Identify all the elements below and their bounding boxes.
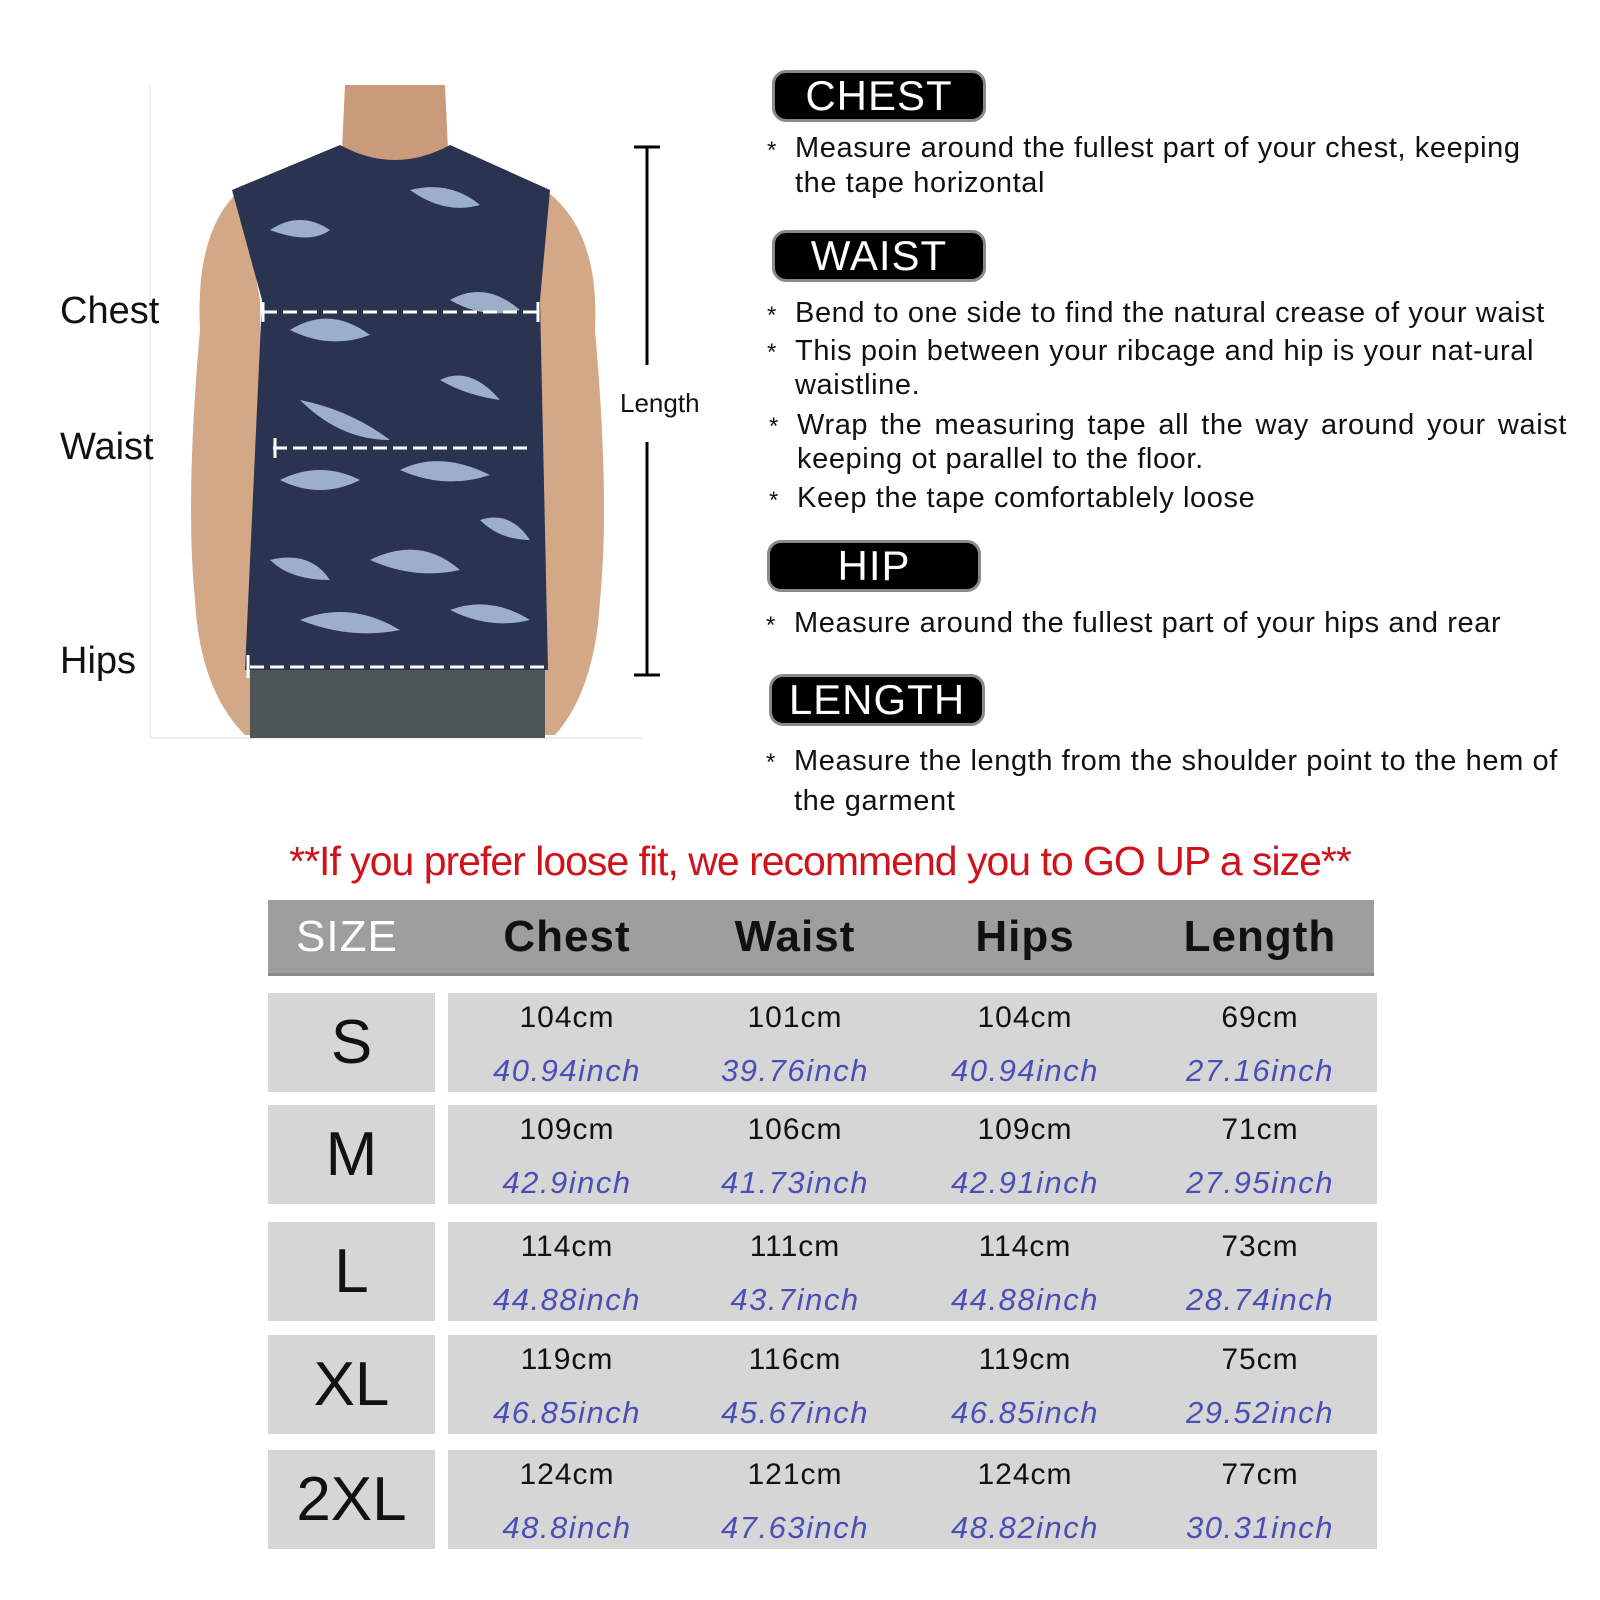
cm-value: 109cm (519, 1113, 615, 1146)
table-cell (457, 1450, 677, 1549)
bullet-text: This poin between your ribcage and hip is your nat-ural waistline. (795, 335, 1535, 401)
table-row (448, 1335, 1377, 1434)
size-cell: M (268, 1105, 435, 1204)
inch-value: 48.82inch (951, 1510, 1099, 1545)
cm-value: 69cm (1221, 1001, 1299, 1034)
inch-value: 40.94inch (951, 1053, 1099, 1088)
table-cell (685, 1105, 905, 1204)
waist-label: Waist (60, 426, 154, 468)
table-row (448, 1105, 1377, 1204)
inch-value: 42.91inch (951, 1165, 1099, 1200)
table-cell (457, 1105, 677, 1204)
table-cell (915, 1335, 1135, 1434)
table-cell (1150, 1105, 1370, 1204)
cm-value: 104cm (977, 1001, 1073, 1034)
inch-value: 39.76inch (721, 1053, 869, 1088)
table-cell (915, 1105, 1135, 1204)
inch-value: 46.85inch (951, 1395, 1099, 1430)
cm-value: 114cm (978, 1230, 1072, 1263)
table-cell (685, 1450, 905, 1549)
table-header (268, 900, 1374, 976)
bullet-text: Wrap the measuring tape all the way around your waist keeping ot parallel to the floor. (797, 409, 1567, 475)
table-row (448, 993, 1377, 1092)
cm-value: 101cm (747, 1001, 843, 1034)
inch-value: 27.95inch (1186, 1165, 1334, 1200)
cm-value: 124cm (519, 1458, 615, 1491)
header-hips: Hips (975, 912, 1075, 961)
cm-value: 71cm (1221, 1113, 1299, 1146)
waist-bullet: * Keep the tape comfortablely loose (769, 482, 1256, 514)
bullet-text: Bend to one side to find the natural crease of your waist (795, 297, 1545, 329)
table-cell (685, 1335, 905, 1434)
table-cell (1150, 1335, 1370, 1434)
table-cell (457, 1222, 677, 1321)
table-row (448, 1222, 1377, 1321)
header-chest: Chest (503, 912, 631, 961)
length-heading: LENGTH (769, 674, 985, 726)
table-cell (915, 1222, 1135, 1321)
cm-value: 104cm (519, 1001, 615, 1034)
table-cell (1150, 1450, 1370, 1549)
inch-value: 28.74inch (1186, 1282, 1334, 1317)
header-length: Length (1183, 912, 1337, 961)
inch-value: 27.16inch (1186, 1053, 1334, 1088)
table-cell (915, 1450, 1135, 1549)
chest-label: Chest (60, 290, 160, 332)
header-size: SIZE (296, 912, 398, 961)
inch-value: 46.85inch (493, 1395, 641, 1430)
chest-bullet: * Measure around the fullest part of your chest, keeping the tape horizontal (767, 132, 1521, 199)
waist-bullet: * Wrap the measuring tape all the way around your waist keeping ot parallel to the floor. (769, 409, 1567, 475)
cm-value: 106cm (747, 1113, 843, 1146)
cm-value: 116cm (748, 1343, 842, 1376)
table-row (448, 1450, 1377, 1549)
length-bullet: * Measure the length from the shoulder point to the hem of the garment (766, 745, 1558, 817)
waist-heading: WAIST (772, 230, 986, 282)
hip-bullet: * Measure around the fullest part of your hips and rear (766, 607, 1502, 639)
length-label: Length (620, 388, 700, 418)
cm-value: 121cm (747, 1458, 843, 1491)
cm-value: 119cm (520, 1343, 614, 1376)
waist-bullet: * This poin between your ribcage and hip is your nat-ural waistline. (767, 335, 1535, 401)
cm-value: 77cm (1221, 1458, 1299, 1491)
bullet-text: Measure around the fullest part of your hips and rear (794, 607, 1502, 639)
cm-value: 73cm (1221, 1230, 1299, 1263)
table-cell (915, 993, 1135, 1092)
waist-bullet: * Bend to one side to find the natural crease of your waist (767, 297, 1545, 329)
inch-value: 30.31inch (1186, 1510, 1334, 1545)
hips-label: Hips (60, 640, 137, 682)
inch-value: 41.73inch (721, 1165, 869, 1200)
inch-value: 45.67inch (721, 1395, 869, 1430)
bullet-text: Measure the length from the shoulder point to the hem of the garment (794, 745, 1558, 817)
inch-value: 40.94inch (493, 1053, 641, 1088)
inch-value: 44.88inch (951, 1282, 1099, 1317)
cm-value: 114cm (520, 1230, 614, 1263)
table-cell (457, 993, 677, 1092)
table-cell (1150, 993, 1370, 1092)
cm-value: 109cm (977, 1113, 1073, 1146)
table-cell (457, 1335, 677, 1434)
inch-value: 48.8inch (502, 1510, 632, 1545)
hip-heading: HIP (767, 540, 981, 592)
cm-value: 119cm (978, 1343, 1072, 1376)
cm-value: 75cm (1221, 1343, 1299, 1376)
inch-value: 47.63inch (721, 1510, 869, 1545)
table-cell (685, 1222, 905, 1321)
size-cell: S (268, 993, 435, 1092)
size-cell: XL (268, 1335, 435, 1434)
inch-value: 44.88inch (493, 1282, 641, 1317)
inch-value: 43.7inch (730, 1282, 860, 1317)
size-cell: 2XL (268, 1450, 435, 1549)
inch-value: 42.9inch (502, 1165, 632, 1200)
table-cell (1150, 1222, 1370, 1321)
table-cell (685, 993, 905, 1092)
cm-value: 111cm (749, 1230, 841, 1263)
size-cell: L (268, 1222, 435, 1321)
inch-value: 29.52inch (1186, 1395, 1334, 1430)
header-waist: Waist (734, 912, 856, 961)
fit-recommendation-banner: **If you prefer loose fit, we recommend you to GO UP a size** (289, 838, 1351, 884)
bullet-text: Measure around the fullest part of your chest, keeping the tape horizontal (795, 132, 1521, 199)
cm-value: 124cm (977, 1458, 1073, 1491)
bullet-text: Keep the tape comfortablely loose (797, 482, 1256, 514)
chest-heading: CHEST (772, 70, 986, 122)
